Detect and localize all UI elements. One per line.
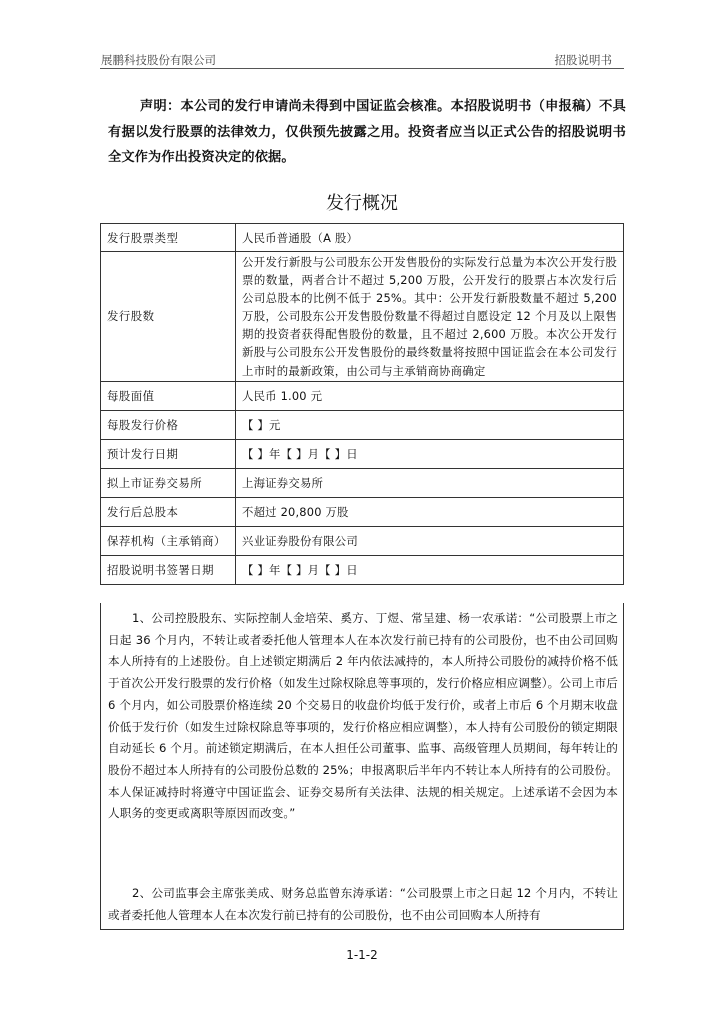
table-row — [101, 252, 624, 382]
header-company: 展鹏科技股份有限公司 — [101, 53, 216, 67]
row-value: 【 】元 — [236, 410, 624, 439]
issuance-overview-table — [100, 223, 624, 585]
table-row — [101, 381, 624, 410]
row-value: 【 】年【 】月【 】日 — [236, 439, 624, 468]
row-label: 每股发行价格 — [101, 410, 236, 439]
table-row — [101, 468, 624, 497]
row-value: 不超过 20,800 万股 — [236, 497, 624, 526]
page-title: 发行概况 — [326, 193, 398, 214]
row-value: 【 】年【 】月【 】日 — [236, 555, 624, 584]
commitment-paragraph: 1、公司控股股东、实际控制人金培荣、奚方、丁煜、常呈建、杨一农承诺：“公司股票上市之日起 36 个月内，不转让或者委托他人管理本人在本次发行前已持有的公司股份，也不由公司回购本人所持有的上述股份。自上述锁定期满后 2 年内依法减持的，本人所持公司股份的减持价格不低于首次公开发行股票的发行价格（如发生过除权除息等事项的，发行价格应相应调整）。公司上市后 6 个月内，如公司股票价格连续 20 个交易日的收盘价均低于发行价，或者上市后 6 个月期末收盘价低于发行价（如发生过除权除息等事项的，发行价格应相应调整），本人持有公司股份的锁定期限自动延长 6 个月。前述锁定期满后，在本人担任公司董事、监事、高级管理人员期间，每年转让的股份不超过本人所持有的公司股份总数的 25%；申报离职后半年内不转让本人所持有的公司股份。本人保证减持时将遵守中国证监会、证券交易所有关法律、法规的相关规定。上述承诺不会因为本人职务的变更或离职等原因而改变。” — [108, 611, 618, 821]
row-value: 兴业证券股份有限公司 — [236, 526, 624, 555]
row-label: 预计发行日期 — [101, 439, 236, 468]
declaration: 声明：本公司的发行申请尚未得到中国证监会核准。本招股说明书（申报稿）不具有据以发行股票的法律效力，仅供预先披露之用。投资者应当以正式公告的招股说明书全文作为作出投资决定的依据。 — [108, 99, 626, 165]
row-label: 招股说明书签署日期 — [101, 555, 236, 584]
row-value: 人民币 1.00 元 — [236, 381, 624, 410]
table-row — [101, 224, 624, 252]
row-label: 每股面值 — [101, 381, 236, 410]
page-number: 1-1-2 — [346, 948, 378, 962]
row-label: 拟上市证券交易所 — [101, 468, 236, 497]
table-row — [101, 439, 624, 468]
table-row — [101, 526, 624, 555]
row-value: 公开发行新股与公司股东公开发售股份的实际发行总量为本次公开发行股票的数量，两者合计不超过 5,200 万股，公开发行的股票占本次发行后公司总股本的比例不低于 25%。其中：公开发行新股数量不超过 5,200 万股，公司股东公开发售股份数量不得超过自愿设定 12 个月及以上限售期的投资者获得配售股份的数量，且不超过 2,600 万股。本次公开发行新股与公司股东公开发售股份的最终数量将按照中国证监会在本公司发行上市时的最新政策，由公司与主承销商协商确定 — [236, 252, 624, 382]
row-value: 人民币普通股（A 股） — [236, 224, 624, 252]
table-row — [101, 555, 624, 584]
row-label: 发行股票类型 — [101, 224, 236, 252]
row-label: 发行后总股本 — [101, 497, 236, 526]
table-row — [101, 410, 624, 439]
row-label: 发行股数 — [101, 252, 236, 382]
header-rule — [100, 68, 624, 69]
row-value: 上海证券交易所 — [236, 468, 624, 497]
commitment-paragraph: 2、公司监事会主席张美成、财务总监曾东涛承诺：“公司股票上市之日起 12 个月内，不转让或者委托他人管理本人在本次发行前已持有的公司股份，也不由公司回购本人所持有 — [108, 886, 618, 922]
table-row — [101, 497, 624, 526]
row-label: 保荐机构（主承销商） — [101, 526, 236, 555]
header-doc-type: 招股说明书 — [554, 53, 612, 67]
